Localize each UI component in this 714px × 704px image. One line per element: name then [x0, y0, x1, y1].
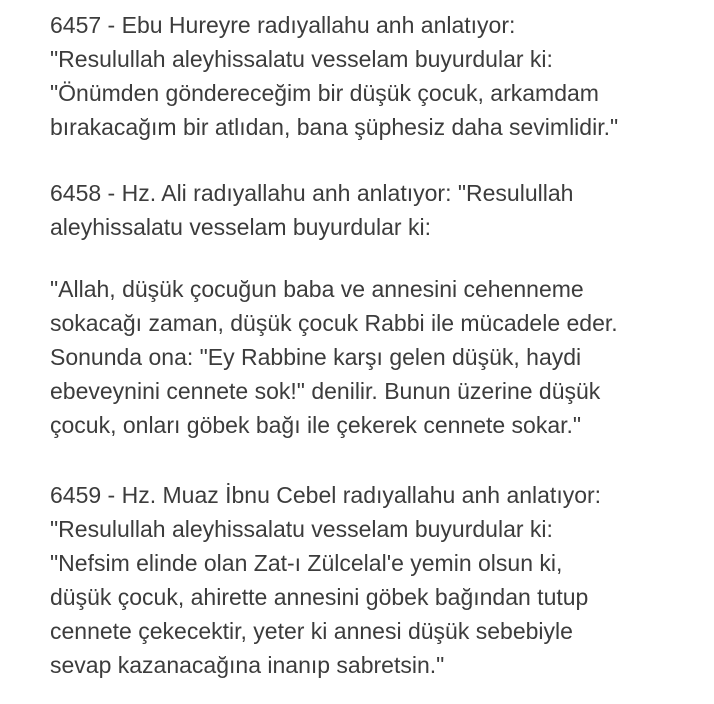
hadith-6459-paragraph — [50, 478, 690, 682]
text-line: bırakacağım bir atlıdan, bana şüphesiz daha sevimlidir." — [50, 114, 619, 140]
text-line: çocuk, onları göbek bağı ile çekerek cennete sokar." — [50, 412, 582, 438]
text-line: düşük çocuk, ahirette annesini göbek bağından tutup — [50, 584, 589, 610]
text-line: "Resulullah aleyhissalatu vesselam buyurdular ki: — [50, 46, 553, 72]
text-line: "Önümden göndereceğim bir düşük çocuk, arkamdam — [50, 80, 599, 106]
text-line: aleyhissalatu vesselam buyurdular ki: — [50, 214, 431, 240]
text-line: 6457 - Ebu Hureyre radıyallahu anh anlatıyor: — [50, 12, 516, 38]
text-line: sevap kazanacağına inanıp sabretsin." — [50, 652, 445, 678]
hadith-6457-paragraph — [50, 8, 690, 144]
text-line: Sonunda ona: "Ey Rabbine karşı gelen düşük, haydi — [50, 344, 582, 370]
text-line: 6458 - Hz. Ali radıyallahu anh anlatıyor: "Resulullah — [50, 180, 574, 206]
text-line: ebeveynini cennete sok!" denilir. Bunun üzerine düşük — [50, 378, 601, 404]
text-line: "Allah, düşük çocuğun baba ve annesini cehenneme — [50, 276, 584, 302]
text-line: cennete çekecektir, yeter ki annesi düşük sebebiyle — [50, 618, 573, 644]
hadith-6458-quote-paragraph — [50, 272, 690, 442]
hadith-6458-paragraph — [50, 176, 690, 244]
text-line: "Nefsim elinde olan Zat-ı Zülcelal'e yemin olsun ki, — [50, 550, 563, 576]
text-line: sokacağı zaman, düşük çocuk Rabbi ile mücadele eder. — [50, 310, 618, 336]
text-line: "Resulullah aleyhissalatu vesselam buyurdular ki: — [50, 516, 553, 542]
text-line: 6459 - Hz. Muaz İbnu Cebel radıyallahu anh anlatıyor: — [50, 482, 602, 508]
